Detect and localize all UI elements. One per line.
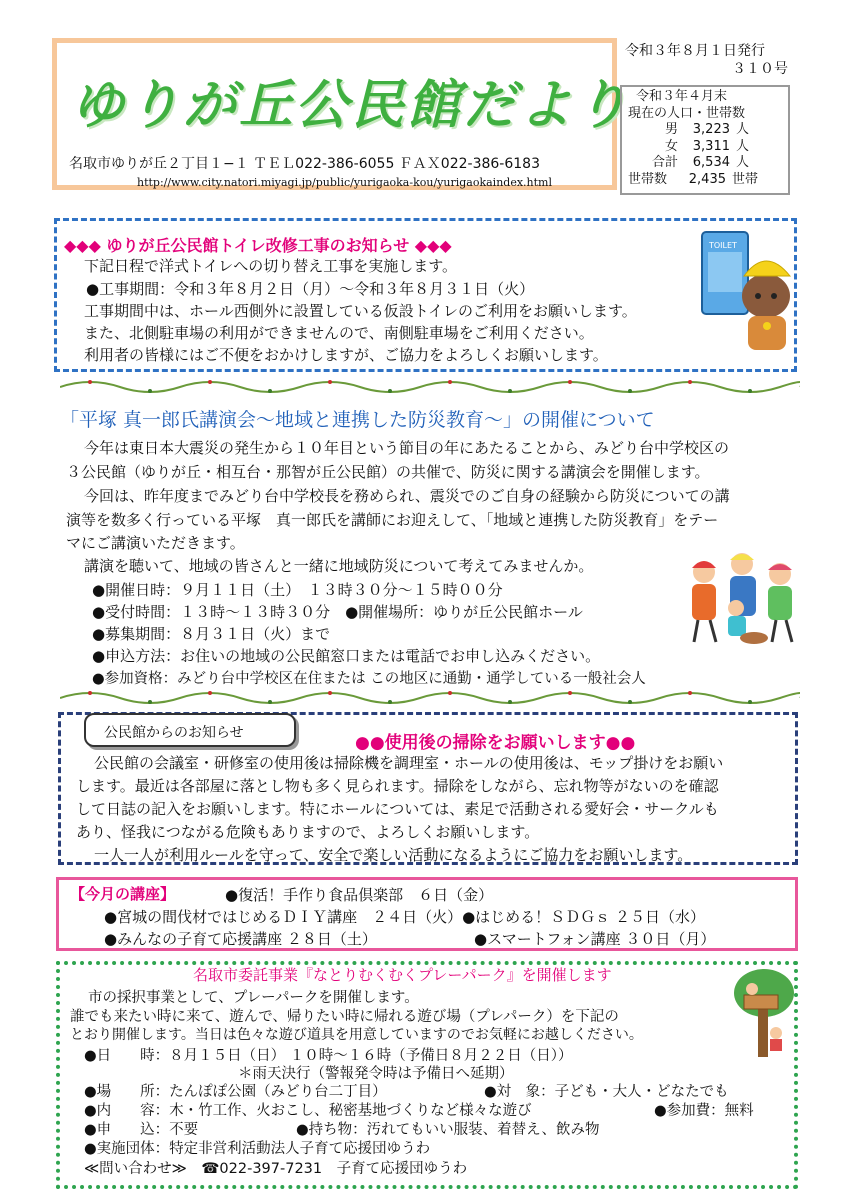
playpark-line: 誰でも来たい時に来て、遊んで、帰りたい時に帰れる遊び場（プレパーク）を下記の <box>70 1009 619 1025</box>
issue-number: ３１０号 <box>732 61 788 77</box>
notice-title: ●●使用後の掃除をお願いします●● <box>355 733 636 753</box>
population-subheading: 現在の人口・世帯数 <box>628 105 746 121</box>
playpark-organizer: ●実施団体：特定非営利活動法人子育て応援団ゆうわ <box>84 1141 431 1157</box>
lecture-paragraph-line: 今年は東日本大震災の発生から１０年目という節目の年にあたることから、みどり台中学校区の <box>84 439 730 457</box>
treehouse-illustration <box>730 965 796 1061</box>
courses-heading: 【今月の講座】 <box>70 885 176 903</box>
notice-line: あり、怪我につながる危険もありますので、よろしくお願いします。 <box>76 823 540 841</box>
playpark-title: 名取市委託事業『なとりむくむくプレーパーク』を開催します <box>193 966 612 984</box>
notice-line: 公民館の会議室・研修室の使用後は掃除機を調理室・ホールの使用後は、モップ掛けをお願い <box>94 754 724 772</box>
toilet-line: 工事期間中は、ホール西側外に設置している仮設トイレのご利用をお願いします。 <box>84 302 637 320</box>
notice-tag: 公民館からのお知らせ <box>84 713 296 747</box>
toilet-label: TOILET <box>709 241 737 250</box>
website-link[interactable]: http://www.city.natori.miyagi.jp/public/yurigaoka-kou/yurigaokaindex.html <box>137 176 552 189</box>
lecture-paragraph-line: 演等を数多く行っている平塚 真一郎氏を講師にお迎えして、「地域と連携した防災教育」をテー <box>66 511 719 529</box>
lecture-detail: ●開催日時：９月１１日（土） １３時３０分〜１５時００分 <box>92 581 503 599</box>
course-item: ●スマートフォン講座 ３０日（月） <box>474 930 716 948</box>
playpark-rain-note: ＊雨天決行（警報発令時は予備日へ延期） <box>238 1066 514 1082</box>
playpark-belongings: ●持ち物：汚れてもいい服装、着替え、飲み物 <box>296 1122 600 1138</box>
newsletter-title: ゆりが丘公民館だより <box>71 75 631 136</box>
playpark-date: ●日 時：８月１５日（日） １０時〜１６時（予備日８月２２日（日）） <box>84 1048 573 1064</box>
toilet-line: 下記日程で洋式トイレへの切り替え工事を実施します。 <box>84 257 458 275</box>
notice-line: して日誌の記入をお願いします。特にホールについては、素足で活動される愛好会・サークルも <box>76 800 719 818</box>
notice-line: 一人一人が利用ルールを守って、安全で楽しい活動になるようにご協力をお願いします。 <box>94 846 693 864</box>
playpark-line: とおり開催します。当日は色々な遊び道具を用意していますのでお気軽にお越しください。 <box>70 1027 643 1043</box>
playpark-place: ●場 所：たんぽぽ公園（みどり台二丁目） <box>84 1084 387 1100</box>
lecture-paragraph-line: ３公民館（ゆりが丘・相互台・那智が丘公民館）の共催で、防災に関する講演会を開催します。 <box>66 463 710 481</box>
issue-date: 令和３年８月１日発行 <box>625 43 765 59</box>
toilet-cat-illustration <box>700 226 798 358</box>
notice-line: します。最近は各部屋に落とし物も多く見られます。掃除をしながら、忘れ物等がないのを確認 <box>76 777 719 795</box>
lecture-paragraph-line: 講演を聴いて、地域の皆さんと一緒に地域防災について考えてみませんか。 <box>84 557 594 575</box>
contact-address: 名取市ゆりが丘２丁目１−１ ＴＥＬ022-386-6055 ＦＡＸ022-386-6183 <box>69 156 540 172</box>
population-row: 合計 6,534 人 <box>651 155 750 170</box>
population-row: 男 3,223 人 <box>664 122 750 137</box>
playpark-contact: ≪問い合わせ≫ ☎022-397-7231 子育て応援団ゆうわ <box>84 1161 468 1177</box>
playpark-line: 市の採択事業として、プレーパークを開催します。 <box>88 990 419 1006</box>
toilet-notice-title: ◆◆◆ ゆりが丘公民館トイレ改修工事のお知らせ ◆◆◆ <box>64 236 452 255</box>
course-item: ●宮城の間伐材ではじめるＤＩＹ講座 ２４日（火）●はじめる！ＳＤＧｓ ２５日（水） <box>104 908 705 926</box>
playpark-fee: ●参加費：無料 <box>654 1103 754 1119</box>
course-item: ●復活！手作り食品倶楽部 ６日（金） <box>225 886 494 904</box>
toilet-line: ●工事期間：令和３年８月２日（月）〜令和３年８月３１日（火） <box>86 280 535 298</box>
lecture-detail: ●受付時間：１３時〜１３時３０分 ●開催場所：ゆりが丘公民館ホール <box>92 603 583 621</box>
lecture-detail: ●募集期間：８月３１日（火）まで <box>92 625 331 643</box>
evacuation-family-illustration <box>676 552 806 648</box>
lecture-detail: ●参加資格：みどり台中学校区在住または この地区に通勤・通学している一般社会人 <box>92 671 646 687</box>
vine-divider <box>60 377 800 395</box>
playpark-target: ●対 象：子ども・大人・どなたでも <box>484 1084 729 1100</box>
population-box <box>620 85 790 195</box>
population-row: 女 3,311 人 <box>664 138 750 154</box>
playpark-content: ●内 容：木・竹工作、火おこし、秘密基地づくりなど様々な遊び <box>84 1103 532 1119</box>
lecture-paragraph-line: マにご講演いただきます。 <box>66 534 245 552</box>
lecture-paragraph-line: 今回は、昨年度までみどり台中学校長を務められ、震災でのご自身の経験から防災についての講 <box>84 487 730 505</box>
lecture-detail: ●申込方法：お住いの地域の公民館窓口または電話でお申し込みください。 <box>92 647 601 665</box>
population-heading: 令和３年４月末 <box>636 89 728 104</box>
toilet-line: 利用者の皆様にはご不便をおかけしますが、ご協力をよろしくお願いします。 <box>84 346 608 364</box>
course-item: ●みんなの子育て応援講座 ２８日（土） <box>104 930 377 948</box>
toilet-line: また、北側駐車場の利用ができませんので、南側駐車場をご利用ください。 <box>84 324 594 342</box>
lecture-title: 「平塚 真一郎氏講演会〜地域と連携した防災教育〜」の開催について <box>60 409 655 431</box>
vine-divider <box>60 688 800 706</box>
masthead <box>52 38 631 190</box>
playpark-apply: ●申 込：不要 <box>84 1122 199 1138</box>
population-row: 世帯数 2,435 世帯 <box>628 171 759 187</box>
